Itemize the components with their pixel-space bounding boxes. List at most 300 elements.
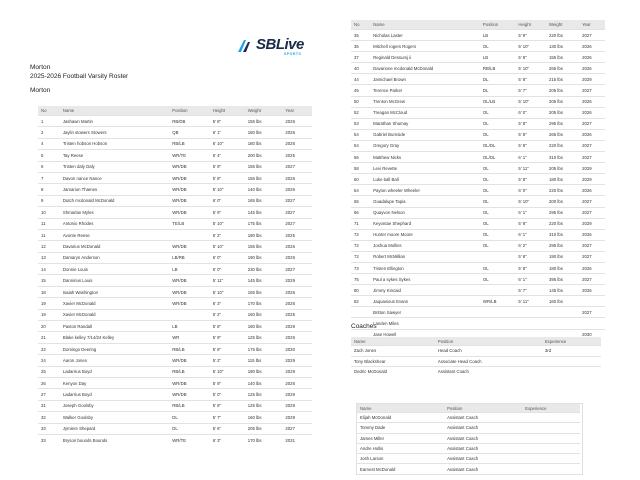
roster-row bbox=[351, 163, 605, 174]
table-cell: 145 lbs bbox=[546, 285, 579, 296]
table-cell: 2027 bbox=[282, 195, 312, 206]
table-cell: 155 lbs bbox=[245, 241, 283, 252]
roster-row bbox=[38, 400, 312, 411]
table-cell: Xavier McDonald bbox=[60, 309, 169, 320]
table-cell: 155 lbs bbox=[546, 52, 579, 63]
table-cell: James Miller bbox=[357, 433, 444, 443]
table-cell: Zach Jones bbox=[351, 346, 435, 357]
table-cell: 2027 bbox=[282, 264, 312, 275]
table-cell: 54 bbox=[351, 140, 370, 151]
table-cell: 2026 bbox=[579, 107, 605, 118]
roster-row bbox=[351, 118, 605, 129]
table-cell: 2027 bbox=[579, 240, 605, 251]
table-cell: Walker Goolsby bbox=[60, 412, 169, 423]
table-cell: 2026 bbox=[282, 252, 312, 263]
school-name: Morton bbox=[30, 64, 51, 71]
table-cell: 160 lbs bbox=[546, 296, 579, 307]
table-cell: 205 lbs bbox=[546, 107, 579, 118]
table-cell: Davarius McDonald bbox=[60, 241, 169, 252]
table-cell: 2025 bbox=[282, 150, 312, 161]
table-cell bbox=[579, 296, 605, 307]
table-cell: 5' 8" bbox=[515, 74, 546, 85]
table-cell: 10 bbox=[38, 207, 60, 218]
table-cell: 65 bbox=[351, 196, 370, 207]
table-cell: TE/LB bbox=[169, 218, 209, 229]
table-cell: 11 bbox=[38, 218, 60, 229]
table-cell: 2027 bbox=[282, 218, 312, 229]
table-cell: 5' 9" bbox=[210, 207, 245, 218]
table-cell: 5' 10" bbox=[515, 196, 546, 207]
table-cell: Assistant Coach bbox=[435, 367, 542, 377]
table-cell: 5' 8" bbox=[515, 218, 546, 229]
roster-row bbox=[38, 377, 312, 388]
roster-row bbox=[38, 309, 312, 320]
table-cell: 230 lbs bbox=[245, 264, 283, 275]
coaches-header-experience: Experience bbox=[542, 337, 601, 346]
roster-row bbox=[38, 366, 312, 377]
table-cell: 71 bbox=[351, 218, 370, 229]
table-cell: OL bbox=[480, 218, 515, 229]
roster-row bbox=[351, 41, 605, 52]
table-cell: Treagan McCloud bbox=[370, 107, 480, 118]
table-cell: Ladarrius Boyd bbox=[60, 389, 169, 400]
table-cell: Earnest McDonald bbox=[357, 464, 444, 474]
table-cell: 2026 bbox=[282, 241, 312, 252]
table-cell: DL bbox=[480, 74, 515, 85]
assistants-header-position: Position bbox=[444, 404, 522, 413]
roster-row bbox=[351, 74, 605, 85]
table-cell bbox=[522, 413, 580, 423]
assistant-coaches-table bbox=[357, 404, 580, 474]
table-cell: Aaron Jones bbox=[60, 355, 169, 366]
table-cell: Blake kelley 7/14/24 Kelley bbox=[60, 332, 169, 343]
table-cell: 2027 bbox=[579, 152, 605, 163]
table-cell: 37 bbox=[351, 52, 370, 63]
table-cell: RB/LB bbox=[169, 400, 209, 411]
roster-row bbox=[351, 285, 605, 296]
table-cell: 2026 bbox=[579, 52, 605, 63]
table-cell: Ladarrius Boyd bbox=[60, 366, 169, 377]
table-cell: 5' 8" bbox=[210, 343, 245, 354]
table-cell: 3rd bbox=[542, 346, 601, 357]
table-cell: OL bbox=[480, 129, 515, 140]
table-cell: Quayvon Nelson bbox=[370, 207, 480, 218]
table-cell: Jaylin stowers Stowers bbox=[60, 127, 169, 138]
table-cell: 5' 11" bbox=[210, 275, 245, 286]
table-cell: 82 bbox=[351, 296, 370, 307]
roster-row bbox=[38, 286, 312, 297]
table-cell: 6' 3" bbox=[210, 298, 245, 309]
table-cell: RB/LB bbox=[169, 343, 209, 354]
table-cell bbox=[515, 307, 546, 318]
roster-right-header-height: Height bbox=[515, 20, 546, 30]
table-cell: 180 lbs bbox=[546, 174, 579, 185]
table-cell: 140 lbs bbox=[245, 377, 283, 388]
table-cell: 2025 bbox=[282, 229, 312, 240]
table-cell: 215 lbs bbox=[546, 74, 579, 85]
table-cell: 5' 11" bbox=[515, 296, 546, 307]
table-cell: Gabriel Burnside bbox=[370, 129, 480, 140]
table-cell: 145 lbs bbox=[245, 207, 283, 218]
table-cell: Gregory Gray bbox=[370, 140, 480, 151]
table-cell: 2026 bbox=[579, 41, 605, 52]
table-cell: 2029 bbox=[579, 74, 605, 85]
table-cell: 5 bbox=[38, 150, 60, 161]
table-cell: WR/DB bbox=[169, 377, 209, 388]
table-cell: Trenton McGrew bbox=[370, 96, 480, 107]
table-cell: WR/DB bbox=[169, 286, 209, 297]
table-cell bbox=[546, 307, 579, 318]
assistants-header-name: Name bbox=[357, 404, 444, 413]
table-cell: Dutch mcdonald McDonald bbox=[60, 195, 169, 206]
roster-row bbox=[38, 138, 312, 149]
table-cell: Assistant Coach bbox=[444, 423, 522, 433]
table-cell: 2029 bbox=[282, 400, 312, 411]
table-cell: 205 lbs bbox=[245, 423, 283, 434]
table-cell: 160 lbs bbox=[245, 412, 283, 423]
table-cell: 4 bbox=[38, 138, 60, 149]
table-cell: 2027 bbox=[579, 207, 605, 218]
roster-row bbox=[38, 207, 312, 218]
table-cell: OL bbox=[480, 229, 515, 240]
table-cell: 145 lbs bbox=[245, 275, 283, 286]
table-cell: 2031 bbox=[282, 434, 312, 445]
table-cell: 155 lbs bbox=[245, 116, 283, 127]
table-cell: WR/TE bbox=[169, 150, 209, 161]
table-cell: Tay Reese bbox=[60, 150, 169, 161]
roster-row bbox=[351, 318, 605, 329]
table-cell: 44 bbox=[351, 74, 370, 85]
table-cell: 19 bbox=[38, 298, 60, 309]
roster-row bbox=[38, 412, 312, 423]
table-cell: WR/DB bbox=[169, 389, 209, 400]
table-cell: 220 lbs bbox=[546, 140, 579, 151]
roster-right-header-name: Name bbox=[370, 20, 480, 30]
table-cell: 2029 bbox=[282, 275, 312, 286]
table-cell: 180 lbs bbox=[245, 138, 283, 149]
sblive-logo bbox=[236, 36, 316, 60]
table-cell bbox=[351, 307, 370, 318]
table-cell: Tommy Dade bbox=[357, 423, 444, 433]
table-cell: 53 bbox=[351, 118, 370, 129]
table-cell: 5' 9" bbox=[210, 332, 245, 343]
table-cell bbox=[169, 229, 209, 240]
table-cell: 6' 2" bbox=[210, 309, 245, 320]
table-cell: RB/DB bbox=[169, 116, 209, 127]
table-cell: OL bbox=[480, 207, 515, 218]
roster-row bbox=[351, 240, 605, 251]
table-cell: 140 lbs bbox=[245, 184, 283, 195]
table-cell: OL bbox=[480, 163, 515, 174]
table-cell: Nicholas Laster bbox=[370, 30, 480, 41]
assistants-header-experience: Experience bbox=[522, 404, 580, 413]
roster-row bbox=[351, 196, 605, 207]
table-cell: WR/LB bbox=[480, 296, 515, 307]
table-cell: Jase Howell bbox=[370, 329, 480, 340]
table-cell: 5' 10" bbox=[210, 218, 245, 229]
roster-right-header-weight: Weight bbox=[546, 20, 579, 30]
roster-row bbox=[38, 298, 312, 309]
table-cell: OL bbox=[480, 118, 515, 129]
table-cell: Mitchell rogers Rogers bbox=[370, 41, 480, 52]
sblive-logo-icon bbox=[236, 38, 254, 56]
table-cell bbox=[480, 307, 515, 318]
table-cell: 295 lbs bbox=[546, 118, 579, 129]
coach-row bbox=[351, 356, 601, 367]
table-cell: 5' 0" bbox=[210, 389, 245, 400]
table-cell: WR/DB bbox=[169, 275, 209, 286]
table-cell: Landen Miles bbox=[370, 318, 480, 329]
assistant-row bbox=[357, 443, 580, 453]
roster-row bbox=[351, 296, 605, 307]
table-cell: 5' 9" bbox=[210, 161, 245, 172]
table-cell: 58 bbox=[351, 163, 370, 174]
roster-row bbox=[38, 172, 312, 183]
table-cell: WR/DB bbox=[169, 195, 209, 206]
coaches-heading: Coaches bbox=[351, 323, 377, 330]
table-cell: Andre Hollis bbox=[357, 443, 444, 453]
roster-row bbox=[38, 389, 312, 400]
table-cell: 175 lbs bbox=[245, 343, 283, 354]
table-cell: 6' 1" bbox=[515, 274, 546, 285]
table-cell: 2026 bbox=[282, 332, 312, 343]
roster-left-header-name: Name bbox=[60, 106, 169, 116]
table-cell: 5' 7" bbox=[210, 412, 245, 423]
table-cell: 180 lbs bbox=[245, 321, 283, 332]
table-cell: 5' 7" bbox=[515, 85, 546, 96]
table-cell: 170 lbs bbox=[245, 298, 283, 309]
table-cell: OL bbox=[480, 107, 515, 118]
table-cell: 125 lbs bbox=[245, 332, 283, 343]
table-cell bbox=[522, 443, 580, 453]
table-cell: 2029 bbox=[579, 163, 605, 174]
table-cell: 5' 10" bbox=[210, 241, 245, 252]
table-cell: Terence Parker bbox=[370, 85, 480, 96]
logo-subtext: SPORTS bbox=[284, 52, 302, 56]
table-cell: 31 bbox=[38, 400, 60, 411]
table-cell: 5' 8" bbox=[210, 321, 245, 332]
roster-row bbox=[38, 423, 312, 434]
table-cell: 5' 6" bbox=[210, 423, 245, 434]
table-cell bbox=[480, 251, 515, 262]
table-cell: LB bbox=[169, 264, 209, 275]
table-cell: 125 lbs bbox=[245, 400, 283, 411]
table-cell: 20 bbox=[38, 321, 60, 332]
table-cell: Jamichael Brown bbox=[370, 74, 480, 85]
table-cell: 9 bbox=[38, 195, 60, 206]
table-cell: 15 bbox=[38, 275, 60, 286]
table-cell: 125 lbs bbox=[245, 389, 283, 400]
table-cell: 2026 bbox=[579, 262, 605, 273]
table-cell bbox=[522, 433, 580, 443]
coaches-table bbox=[351, 337, 601, 377]
table-cell: 8 bbox=[38, 184, 60, 195]
table-cell: WR/DB bbox=[169, 161, 209, 172]
team-name: Morton bbox=[30, 87, 51, 94]
roster-row bbox=[351, 96, 605, 107]
table-cell: 5' 8" bbox=[515, 251, 546, 262]
table-cell bbox=[522, 464, 580, 474]
table-cell: 2027 bbox=[579, 118, 605, 129]
table-cell bbox=[522, 423, 580, 433]
table-cell: 2030 bbox=[579, 329, 605, 340]
table-cell: Bryson bounds Bounds bbox=[60, 434, 169, 445]
table-cell: 60 bbox=[351, 174, 370, 185]
table-cell: 2026 bbox=[282, 377, 312, 388]
table-cell: 72 bbox=[351, 251, 370, 262]
table-cell: OL bbox=[480, 174, 515, 185]
table-cell: OL bbox=[480, 262, 515, 273]
table-cell: 5' 10" bbox=[210, 366, 245, 377]
roster-row bbox=[351, 152, 605, 163]
table-cell: 2025 bbox=[282, 309, 312, 320]
assistant-row bbox=[357, 454, 580, 464]
roster-row bbox=[351, 262, 605, 273]
table-cell: 14 bbox=[38, 264, 60, 275]
table-cell bbox=[522, 454, 580, 464]
roster-row bbox=[38, 321, 312, 332]
assistant-row bbox=[357, 464, 580, 474]
table-cell: LB bbox=[480, 52, 515, 63]
table-cell: 200 lbs bbox=[245, 150, 283, 161]
coach-row bbox=[351, 367, 601, 377]
table-cell: Joshua Mollins bbox=[370, 240, 480, 251]
roster-left-header-weight: Weight bbox=[245, 106, 283, 116]
table-cell: WR/DB bbox=[169, 355, 209, 366]
table-cell: Assistant Coach bbox=[444, 433, 522, 443]
table-cell: 155 lbs bbox=[245, 172, 283, 183]
table-cell: 52 bbox=[351, 107, 370, 118]
table-cell: Dedric McDonald bbox=[351, 367, 435, 377]
table-cell: 5' 10" bbox=[210, 184, 245, 195]
table-cell: RB/LB bbox=[480, 63, 515, 74]
table-cell: 6 bbox=[38, 161, 60, 172]
roster-row bbox=[351, 274, 605, 285]
table-cell: 6' 0" bbox=[515, 107, 546, 118]
table-cell: 2029 bbox=[579, 218, 605, 229]
table-cell: WR/DB bbox=[169, 207, 209, 218]
table-cell: WR/DB bbox=[169, 184, 209, 195]
table-cell: Tony Blackshear bbox=[351, 356, 435, 367]
table-cell: Donnie Louis bbox=[60, 264, 169, 275]
table-cell: WR/DB bbox=[169, 241, 209, 252]
table-cell: 2027 bbox=[282, 423, 312, 434]
table-cell: WR bbox=[169, 332, 209, 343]
logo-wordmark: SBLive bbox=[256, 36, 304, 53]
table-cell: 155 lbs bbox=[245, 161, 283, 172]
roster-row bbox=[351, 52, 605, 63]
table-cell: 6' 1" bbox=[515, 229, 546, 240]
table-cell: 66 bbox=[351, 207, 370, 218]
table-cell: 5' 8" bbox=[210, 116, 245, 127]
table-cell: 33 bbox=[38, 423, 60, 434]
assistant-row bbox=[357, 423, 580, 433]
table-cell: 11 bbox=[38, 229, 60, 240]
table-cell: Antonio Rhodes bbox=[60, 218, 169, 229]
table-cell: Marathan Shumay bbox=[370, 118, 480, 129]
table-cell: 2027 bbox=[579, 274, 605, 285]
table-cell: 2029 bbox=[282, 366, 312, 377]
roster-row bbox=[38, 218, 312, 229]
table-cell: 2026 bbox=[579, 229, 605, 240]
table-cell: 36 bbox=[351, 41, 370, 52]
table-cell: DL bbox=[169, 412, 209, 423]
table-cell: Xavier McDonald bbox=[60, 298, 169, 309]
table-cell: 33 bbox=[38, 434, 60, 445]
table-cell: 395 lbs bbox=[546, 274, 579, 285]
table-cell: 5' 10" bbox=[515, 96, 546, 107]
table-cell: 5' 8" bbox=[210, 400, 245, 411]
table-cell: 2027 bbox=[579, 85, 605, 96]
table-cell: 6' 1" bbox=[515, 152, 546, 163]
roster-row bbox=[351, 207, 605, 218]
roster-left-header-height: Height bbox=[210, 106, 245, 116]
table-cell: QB bbox=[169, 127, 209, 138]
table-cell: 13 bbox=[38, 252, 60, 263]
table-cell: LB bbox=[480, 30, 515, 41]
roster-row bbox=[38, 434, 312, 445]
table-cell: 205 lbs bbox=[546, 85, 579, 96]
table-cell: 2027 bbox=[579, 140, 605, 151]
table-cell: 2026 bbox=[282, 184, 312, 195]
table-cell: 5' 10" bbox=[515, 41, 546, 52]
roster-row bbox=[351, 251, 605, 262]
table-cell bbox=[579, 318, 605, 329]
table-cell: Matthew Nicks bbox=[370, 152, 480, 163]
roster-row bbox=[38, 195, 312, 206]
coaches-header-position: Position bbox=[435, 337, 542, 346]
table-cell: 2026 bbox=[282, 298, 312, 309]
table-cell: Damaryn Anderson bbox=[60, 252, 169, 263]
table-cell: Payton wheeler Wheeler bbox=[370, 185, 480, 196]
table-cell: 2029 bbox=[579, 174, 605, 185]
table-cell: 2 bbox=[38, 127, 60, 138]
table-cell: 73 bbox=[351, 262, 370, 273]
table-cell: WR/TE bbox=[169, 434, 209, 445]
table-cell: 5' 8" bbox=[515, 118, 546, 129]
table-cell: Domingo Deering bbox=[60, 343, 169, 354]
table-cell: 190 lbs bbox=[546, 251, 579, 262]
table-cell: Josh Larson bbox=[357, 454, 444, 464]
table-cell bbox=[169, 309, 209, 320]
table-cell: 6' 2" bbox=[515, 240, 546, 251]
table-cell: 2026 bbox=[282, 172, 312, 183]
table-cell: 6' 1" bbox=[515, 207, 546, 218]
table-cell: 5' 10" bbox=[515, 63, 546, 74]
table-cell: Luke ball Ball bbox=[370, 174, 480, 185]
table-cell: 5' 8" bbox=[515, 262, 546, 273]
table-cell: 2026 bbox=[282, 127, 312, 138]
table-cell: 265 lbs bbox=[546, 129, 579, 140]
roster-row bbox=[38, 355, 312, 366]
table-cell: 5' 8" bbox=[515, 140, 546, 151]
roster-row bbox=[38, 241, 312, 252]
table-cell: Assistant Coach bbox=[444, 413, 522, 423]
table-cell: 5' 9" bbox=[515, 30, 546, 41]
table-cell: 2027 bbox=[579, 196, 605, 207]
table-cell: 205 lbs bbox=[546, 163, 579, 174]
table-cell: 220 lbs bbox=[546, 185, 579, 196]
table-cell: 2026 bbox=[579, 129, 605, 140]
table-cell: 115 lbs bbox=[245, 355, 283, 366]
table-cell: 5' 2" bbox=[210, 355, 245, 366]
table-cell: 2029 bbox=[282, 321, 312, 332]
roster-row bbox=[38, 150, 312, 161]
table-cell: 6' 0" bbox=[515, 185, 546, 196]
table-cell: 2026 bbox=[579, 96, 605, 107]
table-cell: 205 lbs bbox=[546, 96, 579, 107]
table-cell: Isaiah Washington bbox=[60, 286, 169, 297]
